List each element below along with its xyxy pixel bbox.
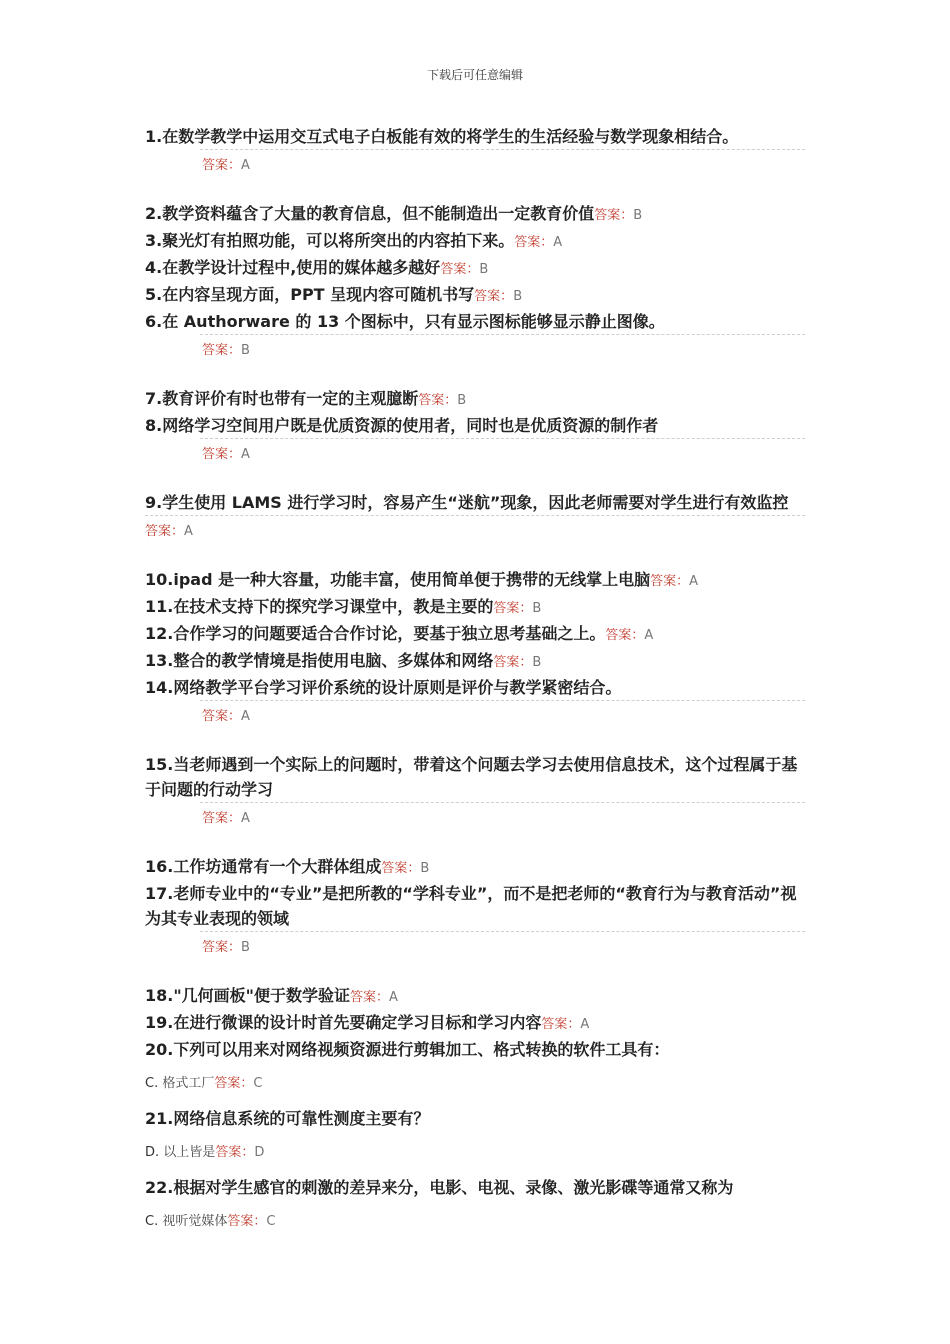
answer-label: 答案： — [493, 655, 533, 670]
page-header: 下载后可任意编辑 — [426, 68, 523, 82]
answer-label: 答案： — [202, 158, 242, 173]
question-item — [145, 854, 805, 881]
option-answer-line — [145, 1143, 805, 1163]
question-segment: 学生使用 LAMS 进行学习时，容易产生“迷航”现象，因此老师需要对学生进行有效监控 — [162, 493, 789, 512]
answer-label: 答案： — [474, 289, 514, 304]
question-item — [145, 255, 805, 282]
question-item — [145, 983, 805, 1010]
question-item — [145, 490, 805, 515]
answer-value: A — [553, 235, 563, 250]
option-text: 以上皆是 — [163, 1145, 216, 1160]
option-text: 视听觉媒体 — [162, 1214, 228, 1229]
question-segment: 老师专业中的“专业”是把所教的“学科专业”，而不是把老师的“教育行为与教育活动”视为其专业表现的领域 — [145, 884, 797, 928]
divider — [145, 515, 805, 516]
divider — [200, 438, 805, 439]
answer-label: 答案： — [381, 861, 421, 876]
question-segment: 10. — [145, 570, 174, 589]
answer-label: 答案： — [215, 1145, 255, 1160]
question-segment: 根据对学生感官的刺激的差异来分，电影、电视、录像、激光影碟等通常又称为 — [173, 1178, 734, 1197]
answer-value: A — [241, 709, 250, 724]
question-segment: 5. — [145, 285, 163, 304]
question-segment: 3. — [145, 231, 163, 250]
question-segment: 教育评价有时也带有一定的主观臆断 — [162, 389, 419, 408]
question-item — [145, 881, 805, 931]
answer-value: A — [389, 990, 398, 1005]
question-item — [145, 567, 805, 594]
answer-label: 答案： — [541, 1017, 581, 1032]
question-segment: 工作坊通常有一个大群体组成 — [173, 857, 382, 876]
question-item — [145, 594, 805, 621]
option-answer-line — [145, 1074, 805, 1094]
option-answer-line — [145, 1212, 805, 1232]
question-segment: 15. — [145, 755, 174, 774]
divider — [200, 931, 805, 932]
answer-line — [145, 707, 805, 727]
answer-value: A — [689, 574, 699, 589]
answer-label: 答案： — [493, 601, 533, 616]
question-item — [145, 201, 805, 228]
question-segment: 在 Authorware 的 13 个图标中，只有显示图标能够显示静止图像。 — [162, 312, 665, 331]
answer-line — [145, 522, 805, 542]
divider — [200, 334, 805, 335]
question-segment: 19. — [145, 1013, 174, 1032]
question-segment: 16. — [145, 857, 174, 876]
question-item — [145, 228, 805, 255]
divider — [200, 802, 805, 803]
answer-value: B — [420, 861, 430, 876]
question-segment: 2. — [145, 204, 163, 223]
answer-value: C — [266, 1214, 276, 1229]
question-segment: 6. — [145, 312, 163, 331]
answer-value: B — [513, 289, 523, 304]
question-segment: 4. — [145, 258, 163, 277]
answer-label: 答案： — [202, 447, 242, 462]
question-segment: 8. — [145, 416, 163, 435]
question-segment: 在教学设计过程中,使用的媒体越多越好 — [162, 258, 441, 277]
answer-label: 答案： — [594, 208, 634, 223]
question-segment: 当老师遇到一个实际上的问题时，带着这个问题去学习去使用信息技术，这个过程属于基于问题的行动学习 — [145, 755, 798, 799]
answer-label: 答案： — [514, 235, 554, 250]
question-item — [145, 1037, 805, 1062]
question-segment: 12. — [145, 624, 174, 643]
answer-label: 答案： — [418, 393, 458, 408]
question-item — [145, 648, 805, 675]
question-segment: C. — [145, 1076, 159, 1091]
answer-value: A — [241, 158, 250, 173]
question-segment: 教学资料蕴含了大量的教育信息，但不能制造出一定教育价值 — [162, 204, 595, 223]
answer-line — [145, 445, 805, 465]
question-segment: 7. — [145, 389, 163, 408]
answer-value: A — [580, 1017, 590, 1032]
answer-value: D — [254, 1145, 265, 1160]
question-segment: ipad 是一种大容量，功能丰富，使用简单便于携带的无线掌上电脑 — [173, 570, 651, 589]
question-item — [145, 282, 805, 309]
question-segment: 在内容呈现方面，PPT 呈现内容可随机书写 — [162, 285, 475, 304]
question-item — [145, 309, 805, 334]
answer-value: A — [184, 524, 193, 539]
question-item — [145, 752, 805, 802]
question-segment: 9. — [145, 493, 163, 512]
question-segment: 网络信息系统的可靠性测度主要有？ — [173, 1109, 430, 1128]
answer-value: B — [479, 262, 489, 277]
question-segment: 17. — [145, 884, 174, 903]
answer-value: B — [241, 940, 250, 955]
question-item — [145, 386, 805, 413]
question-segment: 下列可以用来对网络视频资源进行剪辑加工、格式转换的软件工具有： — [173, 1040, 670, 1059]
question-item — [145, 621, 805, 648]
answer-label: 答案： — [202, 811, 242, 826]
question-segment: 聚光灯有拍照功能，可以将所突出的内容拍下来。 — [162, 231, 515, 250]
question-segment: 18. — [145, 986, 174, 1005]
answer-value: B — [457, 393, 467, 408]
answer-label: 答案： — [350, 990, 390, 1005]
question-segment: 在进行微课的设计时首先要确定学习目标和学习内容 — [173, 1013, 542, 1032]
answer-label: 答案： — [202, 343, 242, 358]
answer-label: 答案： — [650, 574, 690, 589]
question-item — [145, 675, 805, 700]
question-segment: 在技术支持下的探究学习课堂中，教是主要的 — [173, 597, 494, 616]
divider — [200, 149, 805, 150]
answer-value: B — [241, 343, 250, 358]
question-segment: 22. — [145, 1178, 174, 1197]
question-segment: 整合的教学情境是指使用电脑、多媒体和网络 — [173, 651, 494, 670]
question-item — [145, 1010, 805, 1037]
question-item — [145, 1175, 805, 1200]
question-segment: 合作学习的问题要适合合作讨论，要基于独立思考基础之上。 — [173, 624, 606, 643]
answer-label: 答案： — [227, 1214, 267, 1229]
question-segment: "几何画板"便于数学验证 — [173, 986, 351, 1005]
answer-value: B — [633, 208, 643, 223]
question-segment: 网络教学平台学习评价系统的设计原则是评价与教学紧密结合。 — [173, 678, 622, 697]
answer-label: 答案： — [214, 1076, 254, 1091]
question-segment: 20. — [145, 1040, 174, 1059]
answer-label: 答案： — [605, 628, 645, 643]
answer-line — [145, 938, 805, 958]
answer-value: A — [241, 811, 250, 826]
question-list — [145, 124, 805, 1232]
answer-value: A — [241, 447, 250, 462]
question-text: 在数学教学中运用交互式电子白板能有效的将学生的生活经验与数学现象相结合。 — [162, 127, 739, 146]
option-text: 格式工厂 — [162, 1076, 215, 1091]
question-segment: 13. — [145, 651, 174, 670]
answer-label: 答案： — [440, 262, 480, 277]
answer-value: C — [253, 1076, 263, 1091]
answer-label: 答案： — [202, 709, 242, 724]
answer-value: B — [532, 601, 542, 616]
question-segment: 21. — [145, 1109, 174, 1128]
answer-line — [145, 156, 805, 176]
answer-line — [145, 341, 805, 361]
answer-line — [145, 809, 805, 829]
question-segment: D. — [145, 1145, 160, 1160]
answer-label: 答案： — [202, 940, 242, 955]
question-item — [145, 413, 805, 438]
question-segment: 11. — [145, 597, 174, 616]
question-item — [145, 124, 805, 149]
answer-label: 答案： — [145, 524, 185, 539]
answer-value: B — [532, 655, 542, 670]
question-segment: 网络学习空间用户既是优质资源的使用者，同时也是优质资源的制作者 — [162, 416, 659, 435]
divider — [200, 700, 805, 701]
question-segment: 14. — [145, 678, 174, 697]
answer-value: A — [644, 628, 654, 643]
question-number: 1. — [145, 127, 163, 146]
question-segment: C. — [145, 1214, 159, 1229]
question-item — [145, 1106, 805, 1131]
